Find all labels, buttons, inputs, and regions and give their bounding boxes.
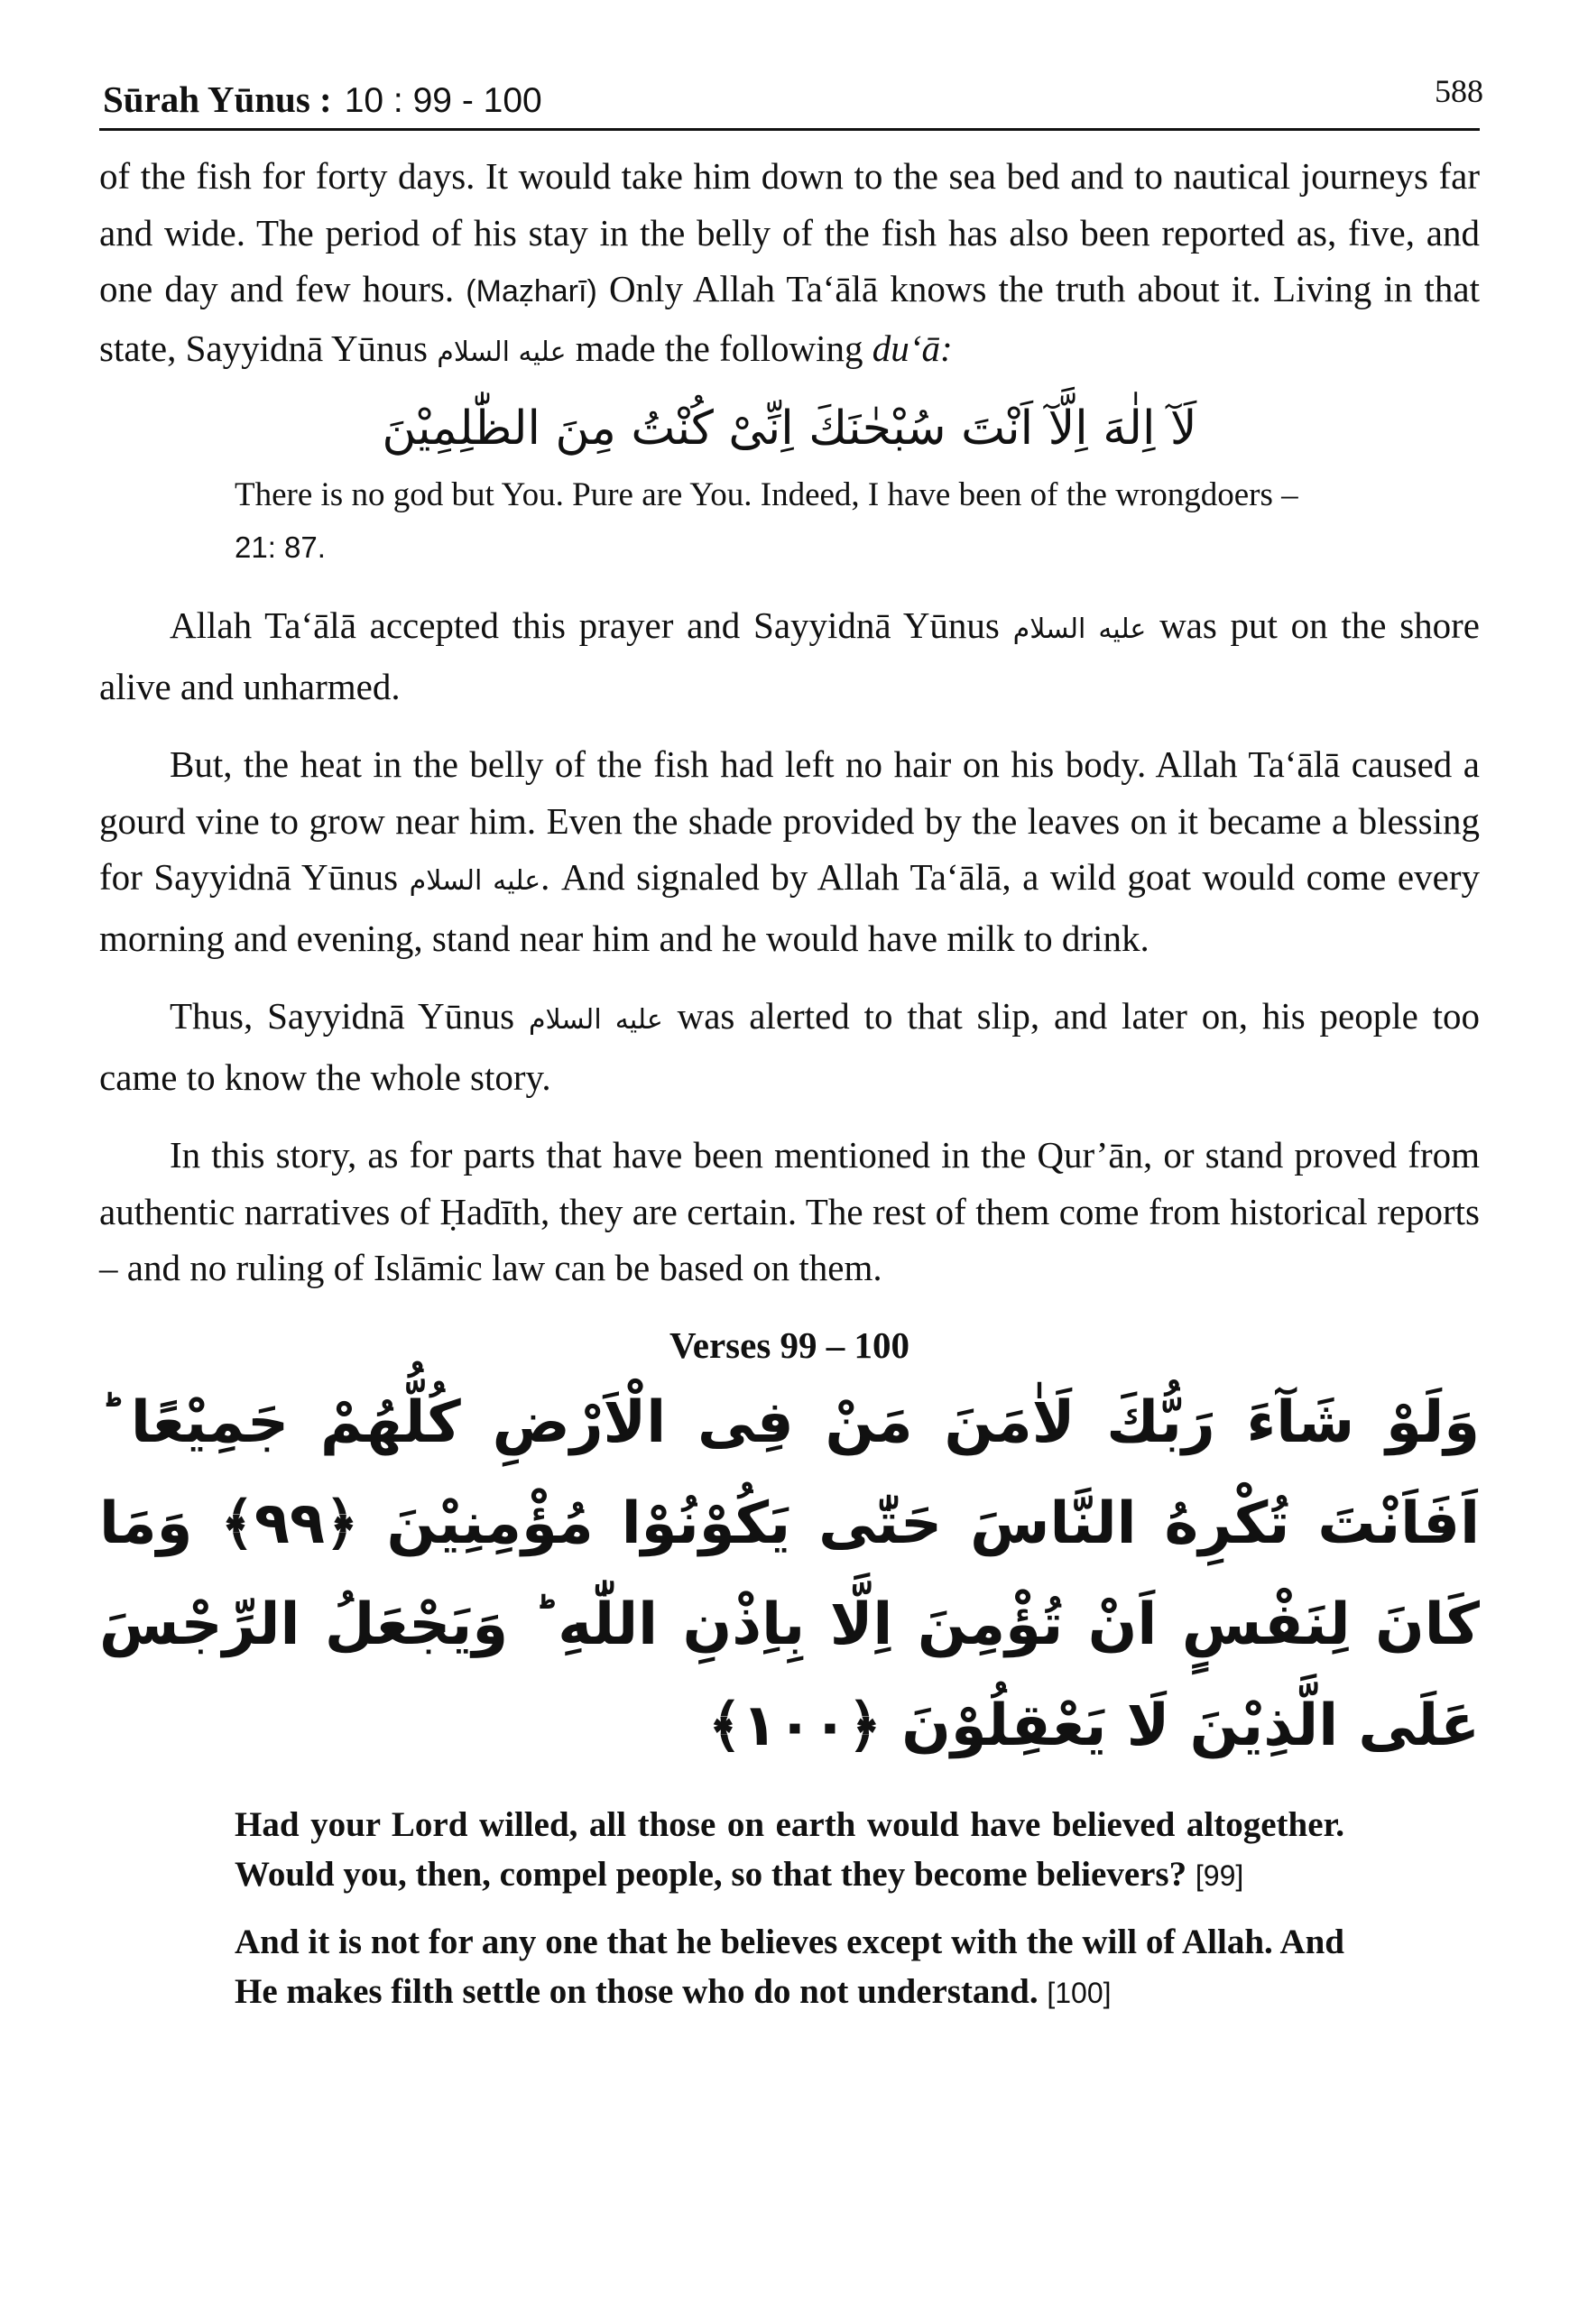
surah-name: Sūrah Yūnus :: [103, 78, 332, 120]
paragraph-text: But, the heat in the belly of the fish had left no hair on his body. Allah Ta‘ālā caused a gourd vine to grow near him. Even the shade provided by the leaves on it became a blessing for Sayyidnā Yūnus: [99, 743, 1480, 898]
paragraph-text: was put on the shore alive and unharmed.: [99, 604, 1481, 707]
translation-text: Had your Lord willed, all those on earth would have believed altogether. Would you, then, compel people, so that they become believers?: [235, 1804, 1344, 1894]
dua-arabic-text: لَآ اِلٰهَ اِلَّآ اَنْتَ سُبْحٰنَكَ اِنِّیْ كُنْتُ مِنَ الظّٰلِمِیْنَ: [382, 401, 1197, 456]
honorific-arabic: عليه السلام: [437, 336, 567, 368]
book-page: [99, 63, 1483, 2018]
verse-range: 10 : 99 - 100: [344, 81, 542, 120]
dua-translation-text: There is no god but You. Pure are You. Indeed, I have been of the wrongdoers –: [235, 476, 1298, 513]
verse-translation-100: [235, 1917, 1344, 2018]
paragraph-fish-stay: [99, 148, 1480, 381]
verses-heading: Verses 99 – 100: [669, 1323, 910, 1366]
verse-number: [99]: [1195, 1858, 1244, 1892]
paragraph-text: Thus, Sayyidnā Yūnus: [170, 995, 515, 1037]
source-citation: (Maẓharī): [466, 274, 597, 309]
dua-translation: [235, 469, 1344, 574]
paragraph-text: of the fish for forty days. It would take him down to the sea bed and to nautical journeys far and wide. The period of his stay in the belly of the fish has also been reported as, five, and one day and few hours.: [99, 155, 1480, 309]
paragraph-text: was alerted to that slip, and later on, his people too came to know the whole story.: [99, 995, 1481, 1098]
paragraph-text: Allah Ta‘ālā accepted this prayer and Sayyidnā Yūnus: [170, 604, 1000, 646]
dua-reference: 21: 87.: [235, 530, 326, 564]
paragraph-story-sources: In this story, as for parts that have been mentioned in the Qur’ān, or stand proved from authentic narratives of Ḥadīth, they are certain. The rest of them come from historical reports – and no ruling of Islāmic law can be based on them.: [99, 1134, 1480, 1288]
paragraph-text: Only Allah Ta‘ālā knows the truth about it. Living in that state, Sayyidnā Yūnus: [99, 268, 1481, 369]
paragraph-alerted: [99, 988, 1480, 1105]
honorific-arabic: عليه السلام: [1012, 613, 1147, 645]
verse-translation-99: [235, 1800, 1344, 1901]
paragraph-text: made the following: [575, 327, 863, 369]
translation-text: And it is not for any one that he believes except with the will of Allah. And He makes filth settle on those who do not understand.: [235, 1922, 1344, 2011]
paragraph-text: . And signaled by Allah Ta‘ālā, a wild goat would come every morning and evening, stand near him and he would have milk to drink.: [99, 856, 1480, 959]
paragraph-prayer-accepted: [99, 597, 1480, 715]
quran-verses-arabic: وَلَوْ شَآءَ رَبُّكَ لَاٰمَنَ مَنْ فِی الْاَرْضِ كُلُّهُمْ جَمِیْعًا ؕ اَفَاَنْتَ تُكْرِهُ النَّاسَ حَتّٰی یَكُوْنُوْا مُؤْمِنِیْنَ ﴿۹۹﴾ وَمَا كَانَ لِنَفْسٍ اَنْ تُؤْمِنَ اِلَّا بِاِذْنِ اللّٰهِ ؕ وَیَجْعَلُ الرِّجْسَ عَلَی الَّذِیْنَ لَا یَعْقِلُوْنَ ﴿۱۰۰﴾: [99, 1388, 1481, 1759]
page-number: 588: [1435, 73, 1483, 109]
paragraph-gourd-vine: [99, 736, 1480, 966]
honorific-arabic: عليه السلام: [409, 865, 541, 897]
dua-word: du‘ā:: [872, 327, 953, 369]
surah-title: [103, 78, 542, 121]
running-header: [99, 63, 1483, 131]
verse-number: [100]: [1047, 1976, 1112, 2009]
honorific-arabic: عليه السلام: [528, 1004, 663, 1036]
